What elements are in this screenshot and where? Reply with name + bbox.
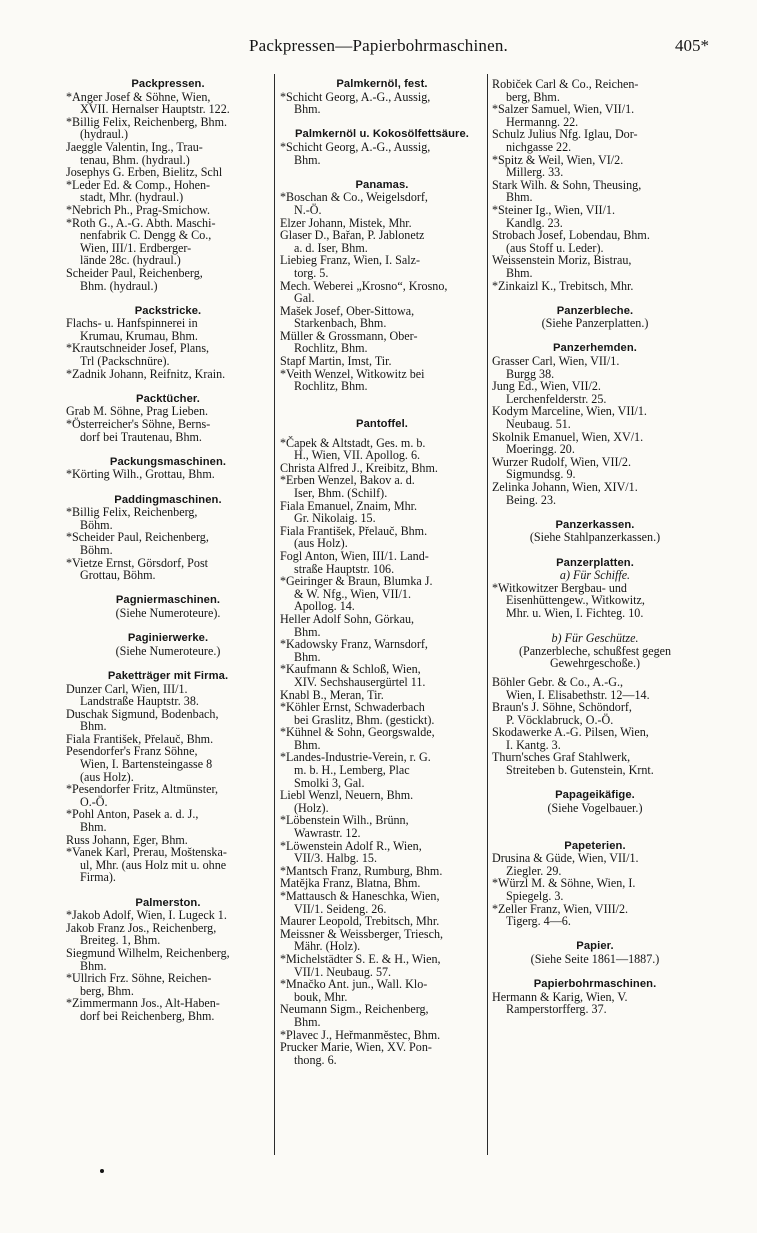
cross-reference: (Siehe Seite 1861—1887.) [530,951,660,966]
section-heading: Paginierwerke. [127,632,209,645]
subsection-label: b) Für Geschütze. [551,631,639,646]
entry-line: *Köhler Ernst, Schwaderbach [280,700,425,715]
spacer [66,481,270,494]
entry-line: m. b. H., Lemberg, Plac [294,763,410,778]
entry-line: lände 28c. (hydraul.) [80,253,181,268]
entry-line: *Jakob Adolf, Wien, I. Lugeck 1. [66,908,227,923]
entry-line: straße Hauptstr. 106. [294,561,395,576]
entry-line: VII/3. Halbg. 15. [294,851,377,866]
entry-line: Liebieg Franz, Wien, I. Salz- [280,253,420,268]
entry-line: nichgasse 22. [506,139,572,154]
entry-line: Spiegelg. 3. [506,889,564,903]
entry-line: *Zinkaizl K., Trebitsch, Mhr. [492,278,634,293]
cross-reference: (Siehe Numeroteure). [115,605,221,620]
entry-line: *Boschan & Co., Weigelsdorf, [280,190,428,205]
entry-line: Glaser D., Bařan, P. Jablonetz [280,228,425,243]
section-heading: Pantoffel. [356,418,408,431]
section-heading: Palmkernöl u. Kokosölfettsäure. [294,128,470,141]
entry-line: Fiala František, Přelauč, Bhm. [66,731,214,746]
entry-line: *Čapek & Altstadt, Ges. m. b. [280,435,426,450]
cross-reference: (Panzerbleche, schußfest gegen [518,643,672,658]
entry-line: Bhm. [506,190,533,205]
entry-line: *Steiner Ig., Wien, VII/1. [492,202,616,217]
column-middle [280,78,484,1066]
entry-line: XVII. Hernalser Hauptstr. 122. [80,102,230,117]
entry-line: Iser, Bhm. (Schilf). [294,486,388,500]
section-heading: Papierbohrmaschinen. [533,978,657,991]
entry-line: berg, Bhm. [506,89,560,104]
entry-line: dorf bei Trautenau, Bhm. [80,429,202,444]
entry-line: & W. Nfg., Wien, VII/1. [294,586,411,601]
entry-line: Burgg 38. [506,366,555,381]
entry-line: Jakob Franz Jos., Reichenberg, [66,920,217,935]
entry-line: Mašek Josef, Ober-Sittowa, [280,303,415,318]
entry-line: Meissner & Weissberger, Triesch, [280,926,444,941]
section-heading: Panamas. [355,178,409,191]
page-title: Packpressen—Papierbohrmaschinen. [249,36,508,55]
cross-reference: (Siehe Vogelbauer.) [547,800,643,815]
entry-line: Weissenstein Moriz, Bistrau, [492,253,632,268]
entry-line: Maurer Leopold, Trebitsch, Mhr. [280,914,440,929]
entry-line: Gr. Nikolaig. 15. [294,511,376,526]
entry-line: *Kaufmann & Schloß, Wien, [280,662,421,677]
spacer [66,657,270,670]
entry-line: Wien, I. Bartensteingasse 8 [80,757,213,772]
section-heading: Paketträger mit Firma. [107,669,229,682]
entry-line: Breiteg. 1, Bhm. [80,933,161,948]
entry-line: Eisenhüttengew., Witkowitz, [506,593,645,608]
entry-line: H., Wien, VII. Apollog. 6. [294,448,421,463]
entry-line: *Vietze Ernst, Görsdorf, Post [66,555,209,570]
entry-line: *Leder Ed. & Comp., Hohen- [66,177,211,192]
entry-line: *Geiringer & Braun, Blumka J. [280,574,433,589]
spacer [66,884,270,897]
entry-line: *Zimmermann Jos., Alt-Haben- [66,996,220,1011]
entry-line: Apollog. 14. [294,599,355,614]
entry-line: Russ Johann, Eger, Bhm. [66,832,188,847]
entry-line: *Michelstädter S. E. & H., Wien, [280,951,441,966]
spacer [492,928,698,941]
entry-line: Bhm. [294,1014,321,1029]
section-heading: Papageikäfige. [555,789,635,802]
entry-line: Jung Ed., Wien, VII/2. [492,379,601,394]
entry-line: Liebl Wenzl, Neuern, Bhm. [280,788,414,803]
entry-line: Hermanng. 22. [506,114,579,129]
entry-line: Grottau, Böhm. [80,568,156,583]
entry-line: *Landes-Industrie-Verein, r. G. [280,750,431,765]
entry-line: Kandlg. 23. [506,215,563,230]
entry-line: dorf bei Reichenberg, Bhm. [80,1008,215,1023]
entry-line: Streiteben b. Gutenstein, Krnt. [506,763,654,778]
entry-line: Wawrastr. 12. [294,826,361,841]
entry-line: Strobach Josef, Lobendau, Bhm. [492,228,650,243]
entry-line: ul, Mhr. (aus Holz mit u. ohne [80,857,227,872]
entry-line: Wurzer Rudolf, Wien, VII/2. [492,454,631,469]
section-heading: Packungsmaschinen. [109,455,227,468]
entry-line: Krumau, Krumau, Bhm. [80,328,198,343]
spacer [492,292,698,305]
entry-line: Heller Adolf Sohn, Görkau, [280,611,415,626]
entry-line: *Schicht Georg, A.-G., Aussig, [280,89,431,104]
entry-line: Fiala Emanuel, Znaim, Mhr. [280,498,418,513]
entry-line: *Mnačko Ant. jun., Wall. Klo- [280,977,428,992]
subsection-label: a) Für Schiffe. [559,568,631,583]
entry-line: *Zadnik Johann, Reifnitz, Krain. [66,366,226,381]
entry-line: Dunzer Carl, Wien, III/1. [66,681,188,696]
cross-reference: Gewehrgeschoße.) [549,656,641,671]
entry-line: Fiala František, Přelauč, Bhm. [280,523,428,538]
entry-line: Scheider Paul, Reichenberg, [66,265,203,280]
entry-line: Moeringg. 20. [506,442,575,457]
entry-line: Bhm. [294,649,321,664]
section-heading: Papier. [576,940,614,953]
entry-line: Millerg. 33. [506,165,564,180]
entry-line: *Schicht Georg, A.-G., Aussig, [280,139,431,154]
section-heading: Panzerplatten. [556,556,634,569]
entry-line: O.-Ö. [80,794,108,809]
entry-line: Böhm. [80,517,113,532]
entry-line: Bhm. [294,152,321,167]
spacer [280,166,484,179]
spacer [66,620,270,633]
entry-line: Smolki 3, Gal. [294,775,365,790]
entry-line: *Zeller Franz, Wien, VIII/2. [492,901,629,916]
entry-line: Josephys G. Erben, Bielitz, Schl [66,165,223,180]
column-rule-left [274,74,275,1155]
entry-line: *Scheider Paul, Reichenberg, [66,530,209,545]
entry-line: stadt, Mhr. (hydraul.) [80,190,184,205]
entry-line: *Plavec J., Heřmanměstec, Bhm. [280,1027,441,1042]
entry-line: bei Graslitz, Bhm. (gestickt). [294,712,435,727]
entry-line: Bhm. (hydraul.) [80,278,158,293]
entry-line: Stapf Martin, Imst, Tir. [280,354,392,369]
section-heading: Packstricke. [134,304,202,317]
entry-line: Drusina & Güde, Wien, VII/1. [492,851,639,866]
entry-line: bouk, Mhr. [294,989,348,1004]
spacer [280,405,484,418]
entry-line: Flachs- u. Hanfspinnerei in [66,316,198,331]
entry-line: Starkenbach, Bhm. [294,316,387,331]
entry-line: (hydraul.) [80,127,129,142]
entry-line: Bhm. [80,820,107,835]
entry-line: Wien, I. Elisabethstr. 12—14. [506,687,650,702]
entry-line: a. d. Iser, Bhm. [294,240,368,255]
page-number: 405* [675,36,709,55]
column-rule-right [487,74,488,1155]
entry-line: Mähr. (Holz). [294,939,361,954]
entry-line: *Anger Josef & Söhne, Wien, [66,89,211,104]
entry-line: Ramperstorfferg. 37. [506,1002,607,1017]
entry-line: nenfabrik C. Dengg & Co., [80,228,212,243]
entry-line: Skodawerke A.-G. Pilsen, Wien, [492,725,649,740]
entry-line: Landstraße Hauptstr. 38. [80,694,199,709]
entry-line: *Mattausch & Haneschka, Wien, [280,889,440,903]
entry-line: Böhm. [80,542,113,557]
entry-line: Lerchenfelderstr. 25. [506,391,607,406]
spacer [66,380,270,393]
spacer [492,330,698,343]
section-heading: Palmerston. [135,896,201,909]
entry-line: Trl (Packschnüre). [80,354,170,369]
entry-line: Bhm. [294,737,321,752]
entry-line: *Salzer Samuel, Wien, VII/1. [492,102,635,117]
entry-line: Tigerg. 4—6. [506,914,571,929]
spacer [492,814,698,827]
entry-line: *Ullrich Frz. Söhne, Reichen- [66,971,212,986]
entry-line: Böhler Gebr. & Co., A.-G., [492,674,624,689]
entry-line: Stark Wilh. & Sohn, Theusing, [492,177,642,192]
entry-line: Duschak Sigmund, Bodenbach, [66,706,219,721]
entry-line: *Löwenstein Adolf R., Wien, [280,838,422,853]
spacer [66,443,270,456]
entry-line: (aus Holz). [80,769,134,784]
entry-line: *Pesendorfer Fritz, Altmünster, [66,782,219,797]
entry-line: VII/1. Seideng. 26. [294,901,387,916]
entry-line: VII/1. Neubaug. 57. [294,964,392,979]
column-left [66,78,270,1023]
entry-line: *Vanek Karl, Prerau, Moštenska- [66,845,227,860]
section-heading: Pagniermaschinen. [115,594,221,607]
entry-line: Bhm. [80,958,107,973]
entry-line: Braun's J. Söhne, Schöndorf, [492,700,632,715]
entry-line: Müller & Grossmann, Ober- [280,328,418,343]
spacer [280,393,484,406]
entry-line: Grasser Carl, Wien, VII/1. [492,354,620,369]
cross-reference: (Siehe Panzerplatten.) [541,316,649,331]
entry-line: Thurn'sches Graf Stahlwerk, [492,750,631,765]
ink-dot [100,1169,104,1173]
spacer [492,827,698,840]
spacer [66,582,270,595]
entry-line: berg, Bhm. [80,983,134,998]
cross-reference: (Siehe Numeroteure.) [115,643,221,658]
section-heading: Panzerhemden. [553,342,637,355]
entry-line: Bhm. [294,102,321,117]
entry-line: Jaeggle Valentin, Ing., Trau- [66,139,203,154]
spacer [492,966,698,979]
entry-line: Sigmundsg. 9. [506,467,576,482]
spacer [492,544,698,557]
entry-line: Fogl Anton, Wien, III/1. Land- [280,548,429,563]
entry-line: Robiček Carl & Co., Reichen- [492,77,639,91]
entry-line: Neumann Sigm., Reichenberg, [280,1002,429,1017]
entry-line: Kodym Marceline, Wien, VII/1. [492,404,647,419]
spacer [66,292,270,305]
entry-line: (aus Stoff u. Leder). [506,240,604,255]
entry-line: *Erben Wenzel, Bakov a. d. [280,473,415,488]
entry-line: Siegmund Wilhelm, Reichenberg, [66,945,230,960]
section-heading: Panzerbleche. [556,304,634,317]
entry-line: Rochlitz, Bhm. [294,379,368,394]
section-heading: Packpressen. [131,78,205,90]
section-heading: Paddingmaschinen. [114,493,222,506]
entry-line: Bhm. [80,719,107,734]
entry-line: N.-Ö. [294,202,322,217]
cross-reference: (Siehe Stahlpanzerkassen.) [529,530,661,545]
entry-line: (aus Holz). [294,536,348,551]
entry-line: Schulz Julius Nfg. Iglau, Dor- [492,127,638,142]
entry-line: Hermann & Karig, Wien, V. [492,989,628,1004]
entry-line: Wien, III/1. Erdberger- [80,240,192,255]
spacer [492,777,698,790]
entry-line: Grab M. Söhne, Prag Lieben. [66,404,209,419]
entry-line: *Löbenstein Wilh., Brünn, [280,813,409,828]
entry-line: Gal. [294,291,315,306]
entry-line: *Kühnel & Sohn, Georgswalde, [280,725,435,740]
entry-line: P. Vöcklabruck, O.-Ö. [506,712,614,727]
entry-line: Matějka Franz, Blatna, Bhm. [280,876,421,891]
entry-line: Mhr. u. Wien, I. Fichteg. 10. [506,605,644,620]
section-heading: Papeterien. [564,839,626,852]
entry-line: Knabl B., Meran, Tir. [280,687,384,702]
entry-line: (Holz). [294,800,329,815]
entry-line: *Billig Felix, Reichenberg, Bhm. [66,114,228,129]
section-heading: Panzerkassen. [555,518,635,531]
entry-line: Bhm. [294,624,321,639]
entry-line: Mech. Weberei „Krosno“, Krosno, [280,278,448,293]
entry-line: Neubaug. 51. [506,417,571,432]
entry-line: Elzer Johann, Mistek, Mhr. [280,215,412,230]
entry-line: *Würzl M. & Söhne, Wien, I. [492,876,636,891]
entry-line: Skolnik Emanuel, Wien, XV/1. [492,429,644,444]
spacer [492,506,698,519]
spacer [280,116,484,129]
entry-line: torg. 5. [294,265,329,280]
entry-line: *Billig Felix, Reichenberg, [66,505,198,520]
section-heading: Packtücher. [136,392,200,405]
entry-line: Ziegler. 29. [506,863,562,878]
entry-line: *Österreicher's Söhne, Berns- [66,417,211,432]
entry-line: I. Kantg. 3. [506,737,561,752]
entry-line: *Witkowitzer Bergbau- und [492,580,627,595]
entry-line: Pesendorfer's Franz Söhne, [66,744,198,759]
entry-line: *Körting Wilh., Grottau, Bhm. [66,467,215,482]
entry-line: *Spitz & Weil, Wien, VI/2. [492,152,624,167]
entry-line: *Krautschneider Josef, Plans, [66,341,210,356]
entry-line: thong. 6. [294,1052,337,1067]
section-heading: Palmkernöl, fest. [336,78,428,90]
entry-line: *Nebrich Ph., Prag-Smichow. [66,202,210,217]
entry-line: Christa Alfred J., Kreibitz, Bhm. [280,460,438,475]
page-header [0,36,757,58]
entry-line: Being. 23. [506,492,557,507]
column-right [492,78,698,1016]
entry-line: *Pohl Anton, Pasek a. d. J., [66,807,199,822]
entry-line: Zelinka Johann, Wien, XIV/1. [492,480,638,494]
entry-line: *Mantsch Franz, Rumburg, Bhm. [280,863,443,878]
entry-line: Bhm. [506,265,533,280]
entry-line: XIV. Sechshausergürtel 11. [294,674,426,689]
entry-line: Rochlitz, Bhm. [294,341,368,356]
entry-line: Prucker Marie, Wien, XV. Pon- [280,1040,432,1055]
entry-line: Firma). [80,870,116,885]
entry-line: *Veith Wenzel, Witkowitz bei [280,366,425,381]
entry-line: *Kadowsky Franz, Warnsdorf, [280,637,428,652]
entry-line: tenau, Bhm. (hydraul.) [80,152,190,167]
entry-line: *Roth G., A.-G. Abth. Maschi- [66,215,216,230]
